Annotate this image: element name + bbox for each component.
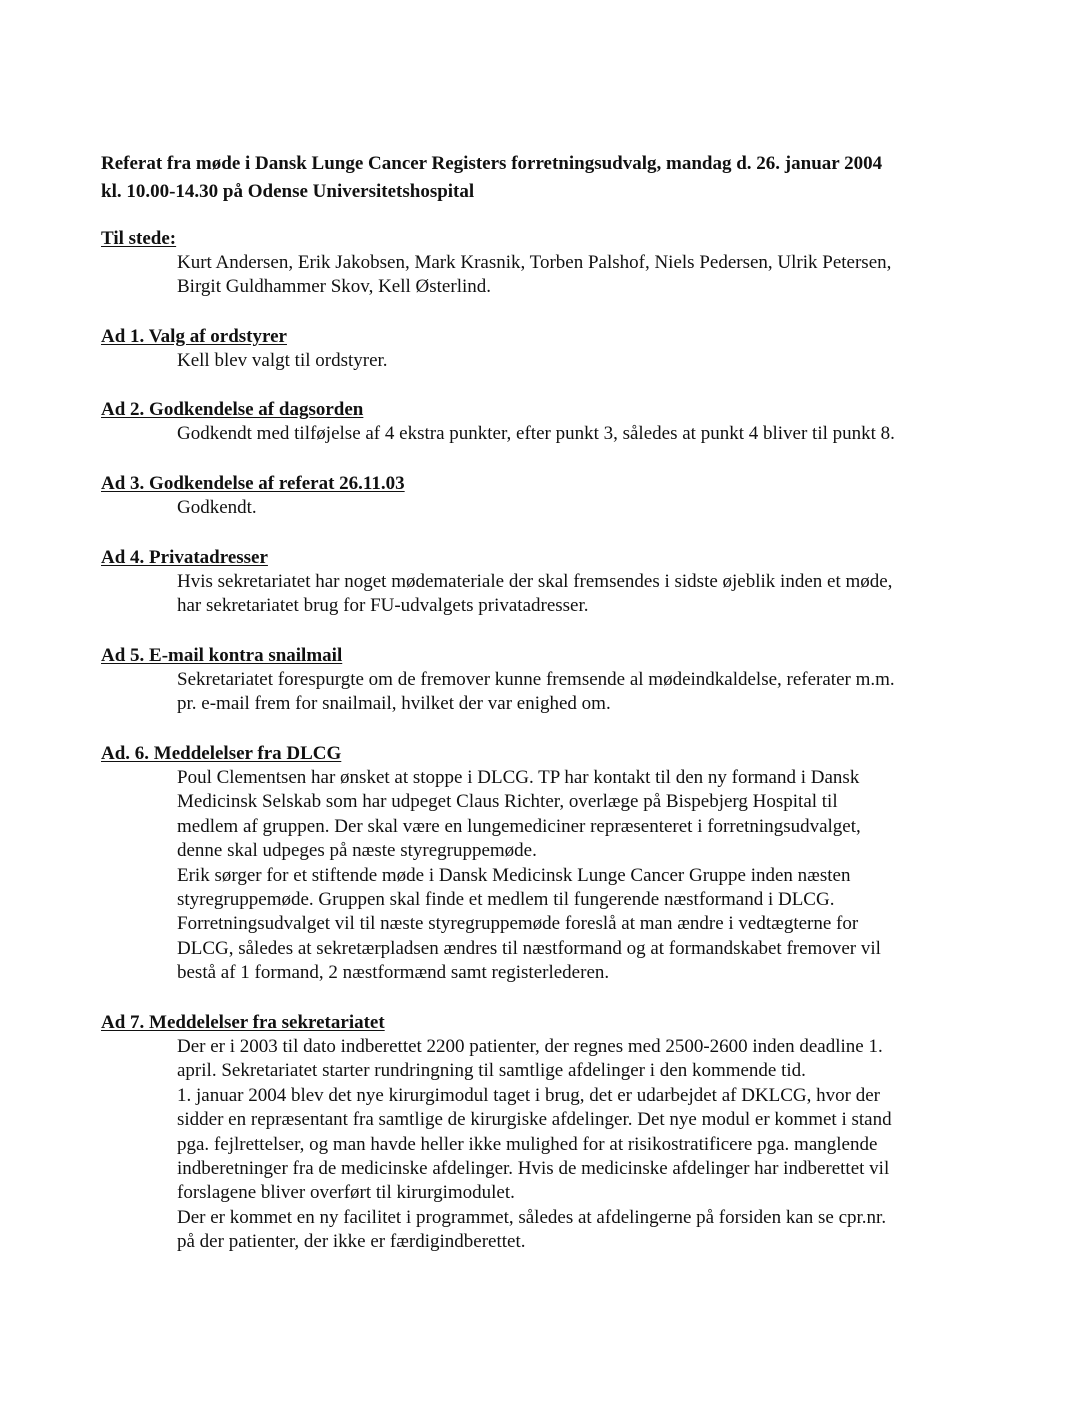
text-line: forslagene bliver overført til kirurgimodulet. bbox=[177, 1182, 515, 1204]
text-line: Birgit Guldhammer Skov, Kell Østerlind. bbox=[177, 276, 492, 298]
text-line: Medicinsk Selskab som har udpeget Claus Richter, overlæge på Bispebjerg Hospital til bbox=[177, 791, 838, 813]
text-line: Der er kommet en ny facilitet i programmet, således at afdelingerne på forsiden kan se cpr.nr. bbox=[177, 1206, 887, 1228]
text-line: medlem af gruppen. Der skal være en lungemediciner repræsenteret i forretningsudvalget, bbox=[177, 815, 861, 837]
section-heading: Ad 1. Valg af ordstyrer bbox=[101, 326, 287, 347]
text-line: Godkendt. bbox=[177, 497, 257, 518]
text-line: sidder en repræsentant fra samtlige de kirurgiske afdelinger. Det nye modul er kommet i stand bbox=[177, 1109, 892, 1131]
text-line: Kurt Andersen, Erik Jakobsen, Mark Krasnik, Torben Palshof, Niels Pedersen, Ulrik Petersen, bbox=[177, 252, 892, 273]
text-line: indberetninger fra de medicinske afdelinger. Hvis de medicinske afdelinger har indberettet vil bbox=[177, 1158, 890, 1180]
section-heading: Ad 2. Godkendelse af dagsorden bbox=[101, 399, 364, 420]
section-body bbox=[101, 349, 1001, 373]
text-line: Godkendt med tilføjelse af 4 ekstra punkter, efter punkt 3, således at punkt 4 bliver til punkt 8. bbox=[177, 423, 895, 444]
text-line: Poul Clementsen har ønsket at stoppe i DLCG. TP har kontakt til den ny formand i Dansk bbox=[177, 767, 860, 788]
text-line: Der er i 2003 til dato indberettet 2200 patienter, der regnes med 2500-2600 inden deadline 1. bbox=[177, 1036, 883, 1057]
text-line: Erik sørger for et stiftende møde i Dansk Medicinsk Lunge Cancer Gruppe inden næsten bbox=[177, 864, 851, 886]
section-body bbox=[101, 1035, 1001, 1255]
section-body bbox=[101, 766, 1001, 986]
section-ad3 bbox=[101, 472, 1001, 520]
section-ad4 bbox=[101, 546, 1001, 619]
section-ad1 bbox=[101, 325, 1001, 373]
section-heading: Ad 5. E-mail kontra snailmail bbox=[101, 645, 343, 666]
section-ad2 bbox=[101, 398, 1001, 446]
text-line: DLCG, således at sekretærpladsen ændres til næstformand og at formandskabet fremover vil bbox=[177, 937, 881, 959]
title-line: Referat fra møde i Dansk Lunge Cancer Registers forretningsudvalg, mandag d. 26. januar 2004 bbox=[101, 153, 883, 174]
section-ad6 bbox=[101, 742, 1001, 986]
text-line: Kell blev valgt til ordstyrer. bbox=[177, 350, 388, 371]
section-ad7 bbox=[101, 1011, 1001, 1255]
text-line: har sekretariatet brug for FU-udvalgets privatadresser. bbox=[177, 595, 589, 617]
section-attendees bbox=[101, 227, 1001, 300]
section-heading: Ad 3. Godkendelse af referat 26.11.03 bbox=[101, 473, 405, 494]
text-line: denne skal udpeges på næste styregruppemøde. bbox=[177, 840, 537, 862]
text-line: pga. fejlrettelser, og man havde heller ikke mulighed for at risikostratificere pga. manglende bbox=[177, 1133, 878, 1155]
section-ad5 bbox=[101, 644, 1001, 717]
document-title bbox=[101, 150, 1001, 206]
section-body bbox=[101, 251, 1001, 300]
section-heading: Ad 7. Meddelelser fra sekretariatet bbox=[101, 1012, 385, 1033]
section-body bbox=[101, 496, 1001, 520]
section-body bbox=[101, 422, 1001, 446]
text-line: styregruppemøde. Gruppen skal finde et medlem til fungerende næstformand i DLCG. bbox=[177, 889, 835, 911]
text-line: Forretningsudvalget vil til næste styregruppemøde foreslå at man ændre i vedtægterne for bbox=[177, 913, 859, 935]
text-line: bestå af 1 formand, 2 næstformænd samt registerlederen. bbox=[177, 962, 610, 984]
text-line: april. Sekretariatet starter rundringning til samtlige afdelinger i den kommende tid. bbox=[177, 1060, 806, 1082]
section-body bbox=[101, 668, 1001, 717]
section-body bbox=[101, 570, 1001, 619]
text-line: 1. januar 2004 blev det nye kirurgimodul taget i brug, det er udarbejdet af DKLCG, hvor der bbox=[177, 1084, 880, 1106]
section-heading: Ad. 6. Meddelelser fra DLCG bbox=[101, 743, 342, 764]
section-heading: Til stede: bbox=[101, 228, 177, 249]
text-line: på der patienter, der ikke er færdigindberettet. bbox=[177, 1231, 526, 1253]
text-line: Hvis sekretariatet har noget mødemateriale der skal fremsendes i sidste øjeblik inden et møde, bbox=[177, 571, 893, 592]
title-line: kl. 10.00-14.30 på Odense Universitetshospital bbox=[101, 181, 475, 202]
text-line: Sekretariatet forespurgte om de fremover kunne fremsende al mødeindkaldelse, referater m.m. bbox=[177, 669, 895, 690]
text-line: pr. e-mail frem for snailmail, hvilket der var enighed om. bbox=[177, 693, 611, 715]
section-heading: Ad 4. Privatadresser bbox=[101, 547, 268, 568]
